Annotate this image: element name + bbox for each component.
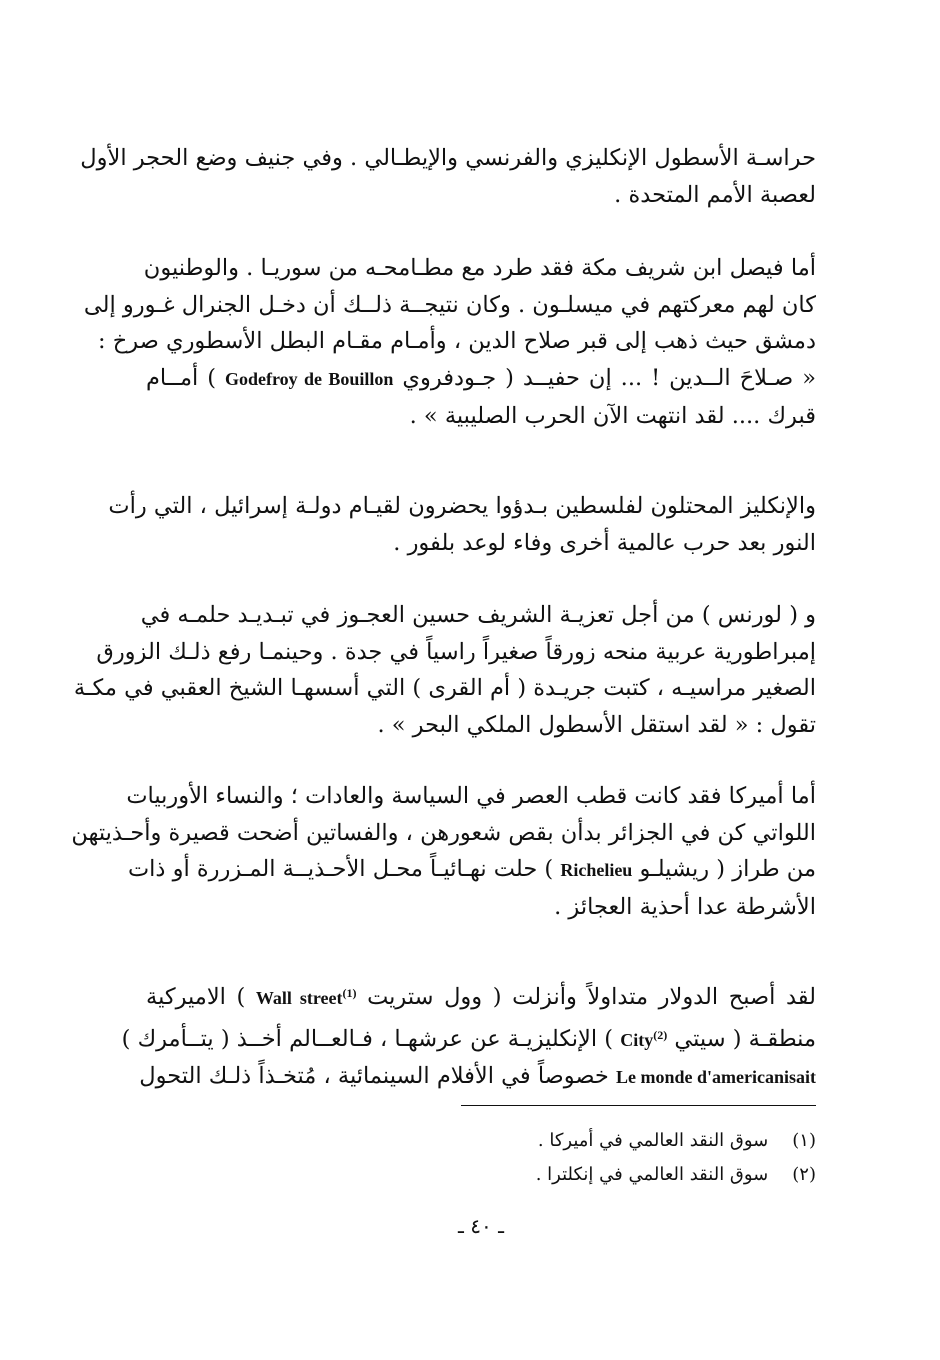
- latin-name: Richelieu: [560, 860, 633, 881]
- text-line: كان لهم معركتهم في ميسلـون . وكان نتيجــة ذلــك أن دخـل الجنرال غـورو إلى: [83, 291, 816, 318]
- text-line: [127, 851, 816, 889]
- text-fragment: « صـلاحَ الــدين ! ... إن حفيــد ( جـودفروي: [402, 365, 816, 392]
- text-line: و ( لورنس ) من أجل تعزيـة الشريف حسين العجـوز في تبـديـد حلمـه في: [140, 602, 816, 628]
- text-line: [146, 360, 816, 398]
- text-line: والإنكليز المحتلون لفلسطين بـدؤوا يحضرون لقيـام دولـة إسرائيل ، التي رأت: [108, 493, 816, 519]
- text-line: اللواتي كن في الجزائر بدأن بقص شعورهن ، والفساتين أضحت قصيرة وأحـذيتهن: [71, 819, 816, 846]
- text-fragment: ) الإنكليزيـة عن عرشهـا ، فـالعــالم أخــذ ( يتــأمرك ): [121, 1025, 614, 1052]
- latin-term: Le monde d'americanisait: [616, 1067, 816, 1088]
- text-line: الأشرطة عدا أحذية العجائز .: [554, 894, 816, 921]
- text-line: حراسـة الأسطول الإنكليزي والفرنسي والإيطـالي . وفي جنيف وضع الحجر الأول: [80, 145, 816, 171]
- text-line: [146, 975, 816, 1017]
- text-line: [121, 1017, 816, 1059]
- latin-term: City$^{(2)}$: [620, 1027, 668, 1050]
- paragraph-5: [71, 778, 816, 926]
- text-fragment: لقد أصبح الدولار متداولاً وأنزلت ( وول ستريت: [367, 984, 816, 1010]
- paragraph-3: [108, 488, 816, 561]
- footnote-ref: (1): [342, 986, 357, 1000]
- text-line: تقول : « لقد استقل الأسطول الملكي البحر » .: [377, 712, 816, 739]
- text-line: أما فيصل ابن شريف مكة فقد طرد مع مطـامحـه من سوريـا . والوطنيون: [143, 255, 816, 281]
- text-line: دمشق حيث ذهب إلى قبر صلاح الدين ، وأمـام مقـام البطل الأسطوري صرخ :: [98, 328, 816, 355]
- text-line: أما أميركا فقد كانت قطب العصر في السياسة والعادات ؛ والنساء الأوربيات: [126, 783, 816, 809]
- text-fragment: خصوصاً في الأفلام السينمائية ، مُتخـذاً ذلـك التحول: [139, 1063, 609, 1090]
- text-line: لعصبة الأمم المتحدة .: [614, 181, 816, 208]
- footnote-1: [146, 1128, 816, 1154]
- text-line: [139, 1058, 816, 1096]
- paragraph-4: [73, 597, 816, 744]
- text-fragment: من طراز ( ريشيلـو: [639, 856, 816, 883]
- text-line: النور بعد حرب عالمية أخرى وفاء لوعد بلفور .: [393, 529, 816, 556]
- paragraph-1: [80, 140, 816, 213]
- footnote-number: (١): [792, 1130, 816, 1151]
- text-fragment: منطقـة ( سيتي: [674, 1025, 816, 1052]
- footnote-text: سوق النقد العالمي في إنكلترا .: [535, 1164, 769, 1185]
- text-fragment: ) الاميركية: [146, 984, 246, 1010]
- footnote-text: سوق النقد العالمي في أميركا .: [537, 1130, 769, 1151]
- page-number: ـ ٤٠ ـ: [458, 1214, 504, 1238]
- text-line: قبرك .... لقد انتهت الآن الحرب الصليبية » .: [409, 402, 816, 429]
- text-fragment: ) حلت نهـائيـاً محـل الأحـذيــة المـزررة أو ذات: [127, 856, 554, 883]
- text-line: إمبراطورية عربية منحه زورقاً صغيراً راسياً في جدة . وحينمـا رفع ذلـك الزورق: [96, 638, 816, 665]
- latin-term: Wall street$^{(1)}$: [255, 986, 357, 1008]
- footnote-divider: [461, 1105, 816, 1106]
- footnote-2: [146, 1162, 816, 1188]
- document-page: [71, 0, 816, 1360]
- latin-name: Godefroy de Bouillon: [225, 369, 394, 390]
- text-fragment: ) أمــام: [146, 365, 217, 392]
- footnote-ref: (2): [653, 1027, 668, 1042]
- paragraph-2: [83, 250, 816, 435]
- paragraph-6: [121, 975, 816, 1096]
- footnote-number: (٢): [792, 1164, 816, 1185]
- text-line: الصغير مراسيـه ، كتبت جريـدة ( أم القرى ) التي أسسهـا الشيخ العقبي في مكـة: [73, 675, 816, 702]
